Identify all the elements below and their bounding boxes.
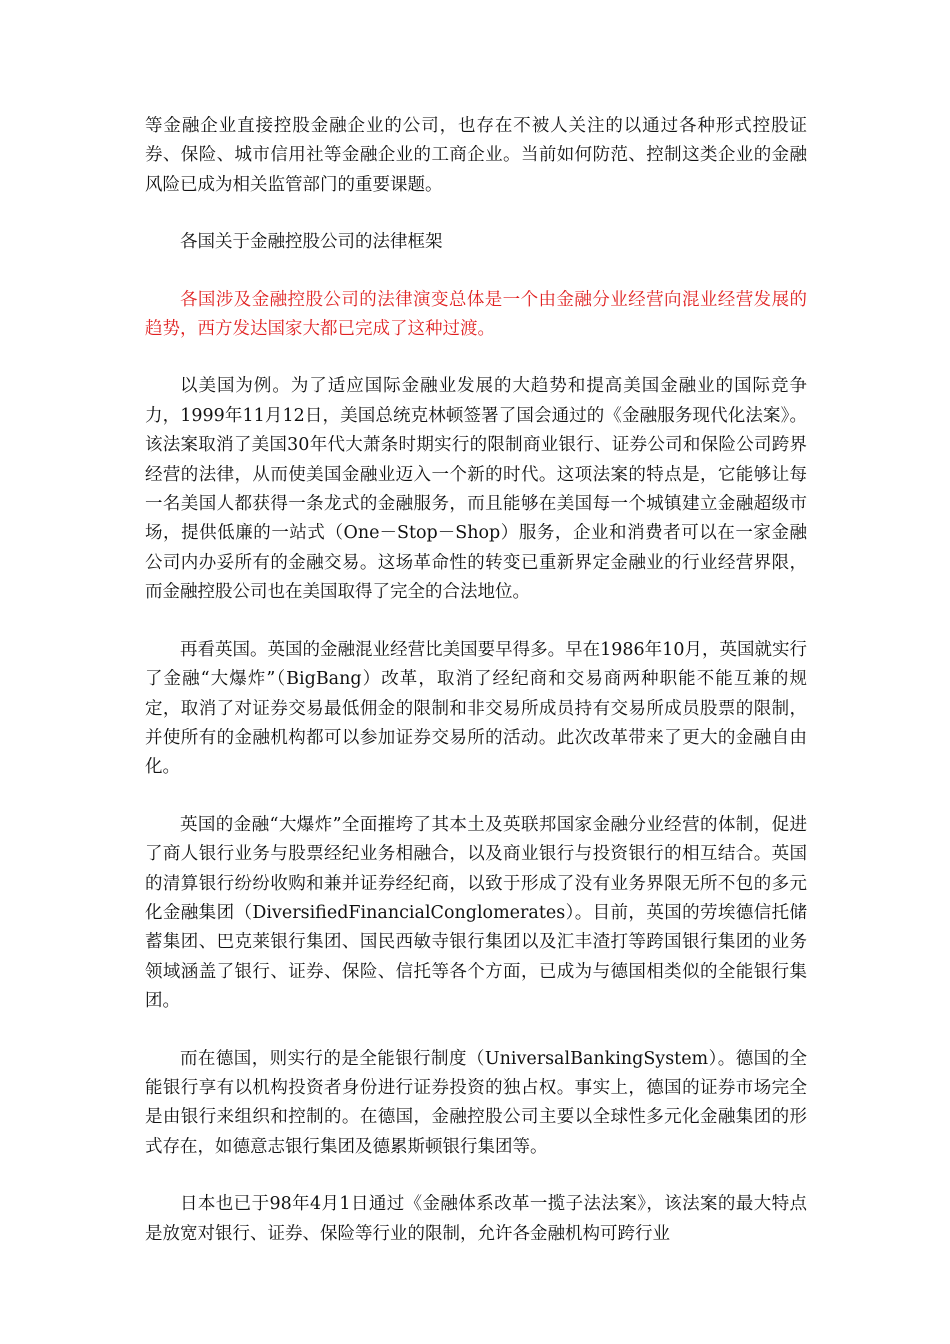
paragraph-uk: 再看英国。英国的金融混业经营比美国要早得多。早在1986年10月，英国就实行了金融“大爆炸”（BigBang）改革，取消了经纪商和交易商两种职能不能互兼的规定，取消了对证券交易最低佣金的限制和非交易所成员持有交易所成员股票的限制，并使所有的金融机构都可以参加证券交易所的活动。此次改革带来了更大的金融自由化。 — [145, 639, 807, 778]
paragraph-continued-intro: 等金融企业直接控股金融企业的公司，也存在不被人关注的以通过各种形式控股证券、保险、城市信用社等金融企业的工商企业。当前如何防范、控制这类企业的金融风险已成为相关监管部门的重要课题。 — [145, 116, 807, 195]
paragraph-uk-big-bang: 英国的金融“大爆炸”全面摧垮了其本土及英联邦国家金融分业经营的体制，促进了商人银行业务与股票经纪业务相融合，以及商业银行与投资银行的相互结合。英国的清算银行纷纷收购和兼并证券经纪商，以致于形成了没有业务界限无所不包的多元化金融集团（DiversifiedFinancialConglomerates）。目前，英国的劳埃德信托储蓄集团、巴克莱银行集团、国民西敏寺银行集团以及汇丰渣打等跨国银行集团的业务领域涵盖了银行、证券、保险、信托等各个方面，已成为与德国相类似的全能银行集团。 — [145, 814, 807, 1012]
paragraph-highlighted-summary: 各国涉及金融控股公司的法律演变总体是一个由金融分业经营向混业经营发展的趋势，西方发达国家大都已完成了这种过渡。 — [145, 289, 807, 340]
paragraph-germany: 而在德国，则实行的是全能银行制度（UniversalBankingSystem）。德国的全能银行享有以机构投资者身份进行证券投资的独占权。事实上，德国的证券市场完全是由银行来组织和控制的。在德国，金融控股公司主要以全球性多元化金融集团的形式存在，如德意志银行集团及德累斯顿银行集团等。 — [145, 1048, 807, 1157]
paragraph-usa: 以美国为例。为了适应国际金融业发展的大趋势和提高美国金融业的国际竞争力，1999年11月12日，美国总统克林顿签署了国会通过的《金融服务现代化法案》。该法案取消了美国30年代大萧条时期实行的限制商业银行、证券公司和保险公司跨界经营的法律，从而使美国金融业迈入一个新的时代。这项法案的特点是，它能够让每一名美国人都获得一条龙式的金融服务，而且能够在美国每一个城镇建立金融超级市场，提供低廉的一站式（One－Stop－Shop）服务，企业和消费者可以在一家金融公司内办妥所有的金融交易。这场革命性的转变已重新界定金融业的行业经营界限，而金融控股公司也在美国取得了完全的合法地位。 — [145, 376, 807, 603]
document-page — [145, 112, 807, 1277]
paragraph-japan: 日本也已于98年4月1日通过《金融体系改革一揽子法法案》，该法案的最大特点是放宽对银行、证券、保险等行业的限制，允许各金融机构可跨行业 — [145, 1194, 807, 1244]
section-heading-legal-framework: 各国关于金融控股公司的法律框架 — [180, 232, 443, 253]
